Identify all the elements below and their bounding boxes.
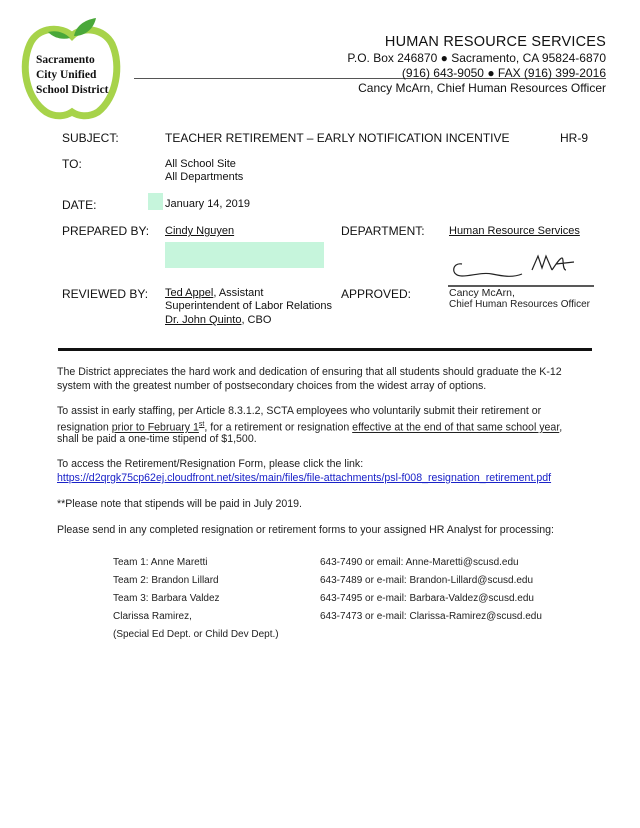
subject-label: SUBJECT: xyxy=(62,131,119,145)
apple-logo-icon xyxy=(16,16,128,120)
p2-effective: effective at the end of that same school year xyxy=(352,421,560,434)
paragraph-5: Please send in any completed resignation or retirement forms to your assigned HR Analyst for processing: xyxy=(57,524,554,536)
paragraph-1-line1: The District appreciates the hard work and dedication of ensuring that all students should graduate the K-12 xyxy=(57,366,562,378)
p2-deadline: prior to February 1 xyxy=(111,421,199,434)
subject-value: TEACHER RETIREMENT – EARLY NOTIFICATION INCENTIVE xyxy=(165,131,510,145)
p2-text-e: , xyxy=(559,421,563,434)
highlight-box xyxy=(165,242,324,268)
team-name: Clarissa Ramirez, xyxy=(113,611,192,622)
team-name: Team 1: Anne Maretti xyxy=(113,557,208,568)
approved-label: APPROVED: xyxy=(341,287,412,301)
header-address-city: Sacramento, CA 95824-6870 xyxy=(451,51,606,65)
section-divider xyxy=(58,348,592,351)
paragraph-4: **Please note that stipends will be paid in July 2019. xyxy=(57,498,302,510)
team-contact: 643-7473 or e-mail: Clarissa-Ramirez@scusd.edu xyxy=(320,611,542,622)
header-address-po: P.O. Box 246870 xyxy=(347,51,438,65)
team-contact: 643-7495 or e-mail: Barbara-Valdez@scusd.edu xyxy=(320,593,534,604)
approved-title: Chief Human Resources Officer xyxy=(449,299,590,310)
header-fax-number: FAX (916) 399-2016 xyxy=(497,66,606,80)
reviewed-name2: Dr. John Quinto xyxy=(165,314,242,326)
date-label: DATE: xyxy=(62,198,97,212)
prepared-label: PREPARED BY: xyxy=(62,224,150,238)
reviewed-line3 xyxy=(165,314,271,326)
to-line1: All School Site xyxy=(165,158,236,170)
header-title: HUMAN RESOURCE SERVICES xyxy=(384,34,606,50)
date-value: January 14, 2019 xyxy=(165,198,251,210)
p2-text-a: resignation xyxy=(57,421,112,434)
department-value: Human Resource Services xyxy=(449,225,580,237)
prepared-value: Cindy Nguyen xyxy=(165,225,235,237)
district-logo xyxy=(16,16,128,120)
team-contact: 643-7489 or e-mail: Brandon-Lillard@scusd.edu xyxy=(320,575,534,586)
department-label: DEPARTMENT: xyxy=(341,224,425,238)
reviewed-title2: , CBO xyxy=(241,314,272,326)
bullet-icon: ● xyxy=(440,51,448,65)
reviewed-name1: Ted Appel xyxy=(165,287,214,299)
to-label: TO: xyxy=(62,157,82,171)
signature-icon xyxy=(448,250,594,288)
p2-text-c: , for a retirement or resignation xyxy=(204,421,353,434)
highlight-box xyxy=(148,193,163,210)
team-name: Team 3: Barbara Valdez xyxy=(113,593,220,604)
paragraph-1-line2: system with the greatest number of postsecondary choices from the widest array of options. xyxy=(57,380,487,392)
approved-name: Cancy McArn, xyxy=(449,287,515,299)
paragraph-2-line3: shall be paid a one-time stipend of $1,500. xyxy=(57,433,257,445)
header-phone-number: (916) 643-9050 xyxy=(401,66,484,80)
header-officer: Cancy McArn, Chief Human Resources Officer xyxy=(358,81,606,95)
reviewed-label: REVIEWED BY: xyxy=(62,287,149,301)
team-contact: 643-7490 or email: Anne-Maretti@scusd.edu xyxy=(320,557,519,568)
team-name: (Special Ed Dept. or Child Dev Dept.) xyxy=(113,629,279,640)
reviewed-title1b: Superintendent of Labor Relations xyxy=(165,300,332,312)
paragraph-3-link-row xyxy=(57,471,551,485)
doc-code: HR-9 xyxy=(560,131,589,145)
reviewed-line1 xyxy=(165,287,263,299)
p2-deadline-sup: st xyxy=(198,421,205,428)
logo-text-line1: Sacramento xyxy=(36,54,95,66)
paragraph-3-line1: To access the Retirement/Resignation Form, please click the link: xyxy=(57,458,364,470)
retirement-form-link[interactable]: https://d2qrgk75cp62ej.cloudfront.net/sites/main/files/file-attachments/psl-f008_resignation_retirement.pdf xyxy=(57,472,552,484)
logo-text-line3: School District xyxy=(36,84,109,96)
paragraph-2-line1: To assist in early staffing, per Article 8.3.1.2, SCTA employees who voluntarily submit their retirement or xyxy=(57,405,542,417)
header-address xyxy=(347,51,606,65)
logo-text-line2: City Unified xyxy=(36,69,97,81)
header-phone xyxy=(402,66,606,80)
bullet-icon: ● xyxy=(487,66,495,80)
team-name: Team 2: Brandon Lillard xyxy=(113,575,219,586)
reviewed-title1a: , Assistant xyxy=(213,287,264,299)
to-line2: All Departments xyxy=(165,171,244,183)
